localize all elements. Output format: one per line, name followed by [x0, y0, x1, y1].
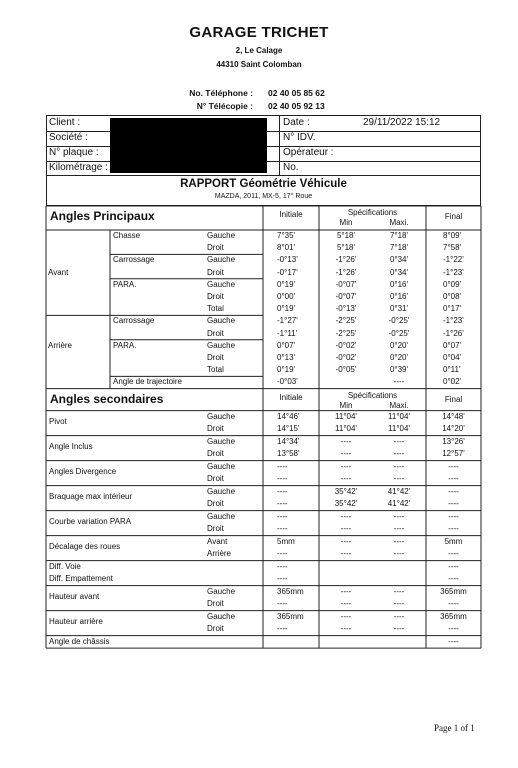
value-final: ---- — [448, 511, 459, 521]
value-max: ---- — [393, 461, 405, 471]
row-side-label: Total — [207, 365, 224, 375]
value-initial: -1°11' — [277, 328, 298, 338]
value-min: -0°02' — [335, 340, 357, 350]
value-final: ---- — [448, 574, 459, 584]
mileage-label: Kilométrage : — [49, 162, 108, 173]
row-name-label: Hauteur arrière — [49, 616, 103, 626]
value-initial: ---- — [277, 574, 288, 584]
value-min: 35°42' — [334, 499, 358, 509]
value-max: ---- — [393, 524, 405, 534]
value-min: ---- — [340, 586, 352, 596]
row-side-label: Gauche — [207, 255, 236, 265]
value-final: 0°11' — [443, 365, 461, 375]
value-max: 41°42' — [387, 499, 411, 509]
value-min: 11°04' — [335, 424, 357, 434]
value-min: -2°25' — [335, 316, 357, 326]
value-initial: -0°17' — [277, 267, 298, 277]
phone-label: No. Téléphone : — [189, 88, 253, 98]
header-initiale: Initiale — [279, 210, 303, 219]
value-initial: ---- — [277, 624, 288, 634]
value-max: 0°16' — [389, 292, 409, 301]
row-side-label: Gauche — [207, 316, 236, 326]
row-side-label: Droit — [207, 243, 224, 253]
row-name-label: Angle Inclus — [49, 441, 93, 451]
value-final: -1°23' — [443, 267, 464, 277]
value-initial: ---- — [277, 486, 288, 496]
row-side-label: Gauche — [207, 511, 236, 521]
value-final: 0°07' — [443, 340, 462, 350]
value-initial: 5mm — [277, 536, 295, 546]
value-final: ---- — [448, 486, 459, 496]
value-final: 0°09' — [443, 279, 462, 289]
row-side-label: Gauche — [207, 436, 236, 446]
header-maxi: Maxi. — [389, 218, 409, 227]
value-initial: ---- — [277, 599, 288, 609]
value-initial: ---- — [277, 549, 288, 559]
row-name-label: Hauteur avant — [49, 591, 100, 601]
value-final: 0°08' — [443, 292, 462, 301]
value-final: ---- — [448, 599, 459, 609]
value-final: 0°17' — [443, 304, 462, 314]
value-final: 5mm — [444, 536, 463, 546]
value-initial: ---- — [277, 511, 288, 521]
row-param-label: PARA. — [113, 340, 137, 350]
row-name-label: Diff. Voie — [49, 561, 81, 571]
section-title-secondary: Angles secondaires — [50, 391, 164, 406]
plate-label: N° plaque : — [49, 147, 99, 158]
operator-label: Opérateur : — [283, 147, 334, 158]
row-name-label: Pivot — [49, 416, 67, 426]
value-initial: 0°13' — [277, 353, 296, 362]
value-min: -0°05' — [335, 365, 357, 375]
value-min: -0°02' — [335, 353, 357, 362]
value-max: 0°34' — [389, 267, 409, 277]
row-side-label: Gauche — [207, 340, 236, 350]
row-side-label: Avant — [207, 536, 228, 546]
value-min: ---- — [340, 599, 352, 609]
row-param-label: Carrossage — [113, 255, 155, 265]
row-side-label: Droit — [207, 624, 224, 634]
report-header — [46, 176, 481, 206]
value-final: 12°57' — [442, 449, 465, 459]
value-final: -1°22' — [443, 255, 464, 265]
row-name-label: Angle de châssis — [49, 636, 110, 646]
header-initiale: Initiale — [279, 392, 303, 402]
row-name-label: Angles Divergence — [49, 466, 117, 476]
row-side-label: Gauche — [207, 411, 236, 421]
societe-label: Société : — [49, 132, 88, 143]
value-initial: 0°19' — [277, 365, 296, 375]
value-final: ---- — [448, 474, 459, 484]
value-initial: 8°01' — [277, 243, 296, 253]
value-initial: ---- — [277, 474, 288, 484]
value-final: ---- — [448, 499, 459, 509]
value-initial: 7°35' — [277, 231, 296, 240]
header-specifications: Spécifications — [347, 390, 398, 400]
row-side-label: Droit — [207, 599, 224, 609]
value-initial: 365mm — [277, 611, 304, 621]
value-final: 14°20' — [442, 424, 465, 434]
page-number: Page 1 of 1 — [434, 723, 475, 733]
value-max: 0°16' — [389, 279, 409, 289]
value-min: ---- — [340, 436, 352, 446]
row-side-label: Arrière — [207, 549, 232, 559]
header-min: Min — [339, 400, 353, 410]
value-final: -1°26' — [443, 328, 464, 338]
row-side-label: Droit — [207, 474, 224, 484]
value-max: ---- — [393, 624, 405, 634]
value-initial: 14°15' — [277, 424, 300, 434]
date-value: 29/11/2022 15:12 — [363, 117, 441, 128]
idv-label: N° IDV. — [283, 132, 316, 143]
row-name-label: Décalage des roues — [49, 541, 121, 551]
value-final: ---- — [448, 636, 459, 646]
value-min: ---- — [340, 474, 352, 484]
section-title-principal: Angles Principaux — [50, 209, 155, 223]
row-side-label: Gauche — [207, 486, 236, 496]
value-min: ---- — [340, 611, 352, 621]
value-max: ---- — [393, 586, 405, 596]
row-side-label: Gauche — [207, 586, 236, 596]
header-maxi: Maxi. — [389, 400, 409, 410]
garage-address-line1: 2, Le Calage — [235, 46, 283, 55]
value-max: ---- — [393, 536, 405, 546]
value-initial: 0°00' — [277, 292, 296, 301]
value-initial: -0°13' — [277, 255, 298, 265]
value-max: 0°31' — [389, 304, 409, 314]
value-max: ---- — [393, 474, 405, 484]
row-name-label: Braquage max intérieur — [49, 491, 133, 501]
date-label: Date : — [283, 117, 310, 128]
redacted-block — [110, 118, 267, 173]
report-subtitle: MAZDA, 2011, MX-5, 17° Roue — [214, 193, 313, 200]
row-side-label: Droit — [207, 424, 224, 434]
header-min: Min — [339, 218, 353, 227]
row-side-label: Gauche — [207, 279, 236, 289]
value-min: -1°26' — [335, 255, 357, 265]
value-min: ---- — [340, 549, 352, 559]
value-final: 365mm — [440, 611, 467, 621]
value-initial: ---- — [277, 461, 288, 471]
header-specifications: Spécifications — [347, 208, 398, 217]
phone-value: 02 40 05 85 62 — [268, 88, 325, 98]
value-max: 7°18' — [389, 243, 409, 253]
value-initial: 365mm — [277, 586, 304, 596]
row-side-label: Droit — [207, 449, 224, 459]
fax-value: 02 40 05 92 13 — [268, 101, 325, 111]
no-label: No. — [283, 162, 299, 173]
value-initial: -1°27' — [277, 316, 298, 326]
value-max: ---- — [393, 611, 405, 621]
row-name-label: Courbe variation PARA — [49, 516, 132, 526]
row-side-label: Gauche — [207, 461, 236, 471]
group-label-front: Avant — [48, 267, 69, 277]
value-final: 13°26' — [442, 436, 465, 446]
value-final: ---- — [448, 549, 459, 559]
row-side-label: Droit — [207, 328, 224, 338]
value-final: ---- — [448, 624, 459, 634]
value-final: ---- — [448, 561, 459, 571]
group-label-rear: Arrière — [48, 341, 73, 351]
value-final: 8°09' — [443, 231, 462, 240]
value-min: -0°13' — [335, 304, 357, 314]
value-max: 0°20' — [389, 353, 409, 362]
value-min: ---- — [340, 511, 352, 521]
value-max: 0°39' — [389, 365, 409, 375]
value-initial: ---- — [277, 499, 288, 509]
row-side-label: Gauche — [207, 231, 236, 240]
value-max: ---- — [393, 549, 405, 559]
row-param-label: Chasse — [113, 231, 141, 240]
row-side-label: Droit — [207, 292, 224, 301]
row-side-label: Total — [207, 304, 224, 314]
row-param-label: Angle de trajectoire — [113, 377, 182, 387]
value-min: ---- — [340, 524, 352, 534]
value-max: ---- — [393, 377, 405, 387]
value-max: ---- — [393, 599, 405, 609]
client-label: Client : — [49, 117, 81, 128]
value-max: 41°42' — [387, 486, 411, 496]
fax-label: N° Télécopie : — [196, 101, 253, 111]
value-max: ---- — [393, 436, 405, 446]
value-initial: ---- — [277, 524, 288, 534]
row-side-label: Droit — [207, 499, 224, 509]
value-initial: 0°19' — [277, 304, 296, 314]
row-side-label: Droit — [207, 524, 224, 534]
value-initial: 0°19' — [277, 279, 296, 289]
value-initial: 0°07' — [277, 340, 296, 350]
value-min: ---- — [340, 461, 352, 471]
row-side-label: Gauche — [207, 611, 236, 621]
value-max: ---- — [393, 511, 405, 521]
value-max: 0°20' — [389, 340, 409, 350]
value-max: 0°34' — [389, 255, 409, 265]
value-final: 14°48' — [442, 411, 465, 421]
value-min: -0°07' — [335, 279, 357, 289]
value-max: 11°04' — [388, 424, 410, 434]
value-min: 5°18' — [336, 243, 356, 253]
garage-name: GARAGE TRICHET — [189, 24, 329, 41]
value-min: ---- — [340, 536, 352, 546]
value-initial: ---- — [277, 561, 288, 571]
header-final: Final — [444, 394, 463, 404]
report-title: RAPPORT Géométrie Véhicule — [180, 178, 347, 190]
value-final: 7°58' — [443, 243, 462, 253]
garage-address-line2: 44310 Saint Colomban — [216, 60, 302, 69]
value-final: ---- — [448, 524, 459, 534]
value-min: ---- — [340, 624, 352, 634]
value-max: ---- — [393, 449, 405, 459]
value-final: 0°04' — [443, 353, 462, 362]
value-initial: 14°34' — [277, 436, 300, 446]
row-name-label: Diff. Empattement — [49, 574, 113, 584]
value-final: 0°02' — [443, 377, 462, 387]
value-min: ---- — [340, 449, 352, 459]
row-param-label: Carrossage — [113, 316, 155, 326]
row-side-label: Droit — [207, 353, 224, 362]
value-min: -1°26' — [335, 267, 357, 277]
value-max: -0°25' — [388, 328, 410, 338]
header-final: Final — [444, 212, 463, 221]
value-final: ---- — [448, 461, 459, 471]
value-final: -1°23' — [443, 316, 464, 326]
value-min: 35°42' — [334, 486, 358, 496]
value-initial: 14°46' — [277, 411, 300, 421]
value-min: 5°18' — [336, 231, 356, 240]
value-max: -0°25' — [388, 316, 410, 326]
value-min: -0°07' — [335, 292, 357, 301]
value-initial: -0°03' — [277, 377, 298, 387]
row-param-label: PARA. — [113, 279, 137, 289]
value-max: 7°18' — [389, 231, 409, 240]
value-initial: 13°58' — [277, 449, 300, 459]
value-min: 11°04' — [335, 411, 357, 421]
value-max: 11°04' — [388, 411, 410, 421]
row-side-label: Droit — [207, 267, 224, 277]
value-final: 365mm — [440, 586, 467, 596]
value-min: -2°25' — [335, 328, 357, 338]
